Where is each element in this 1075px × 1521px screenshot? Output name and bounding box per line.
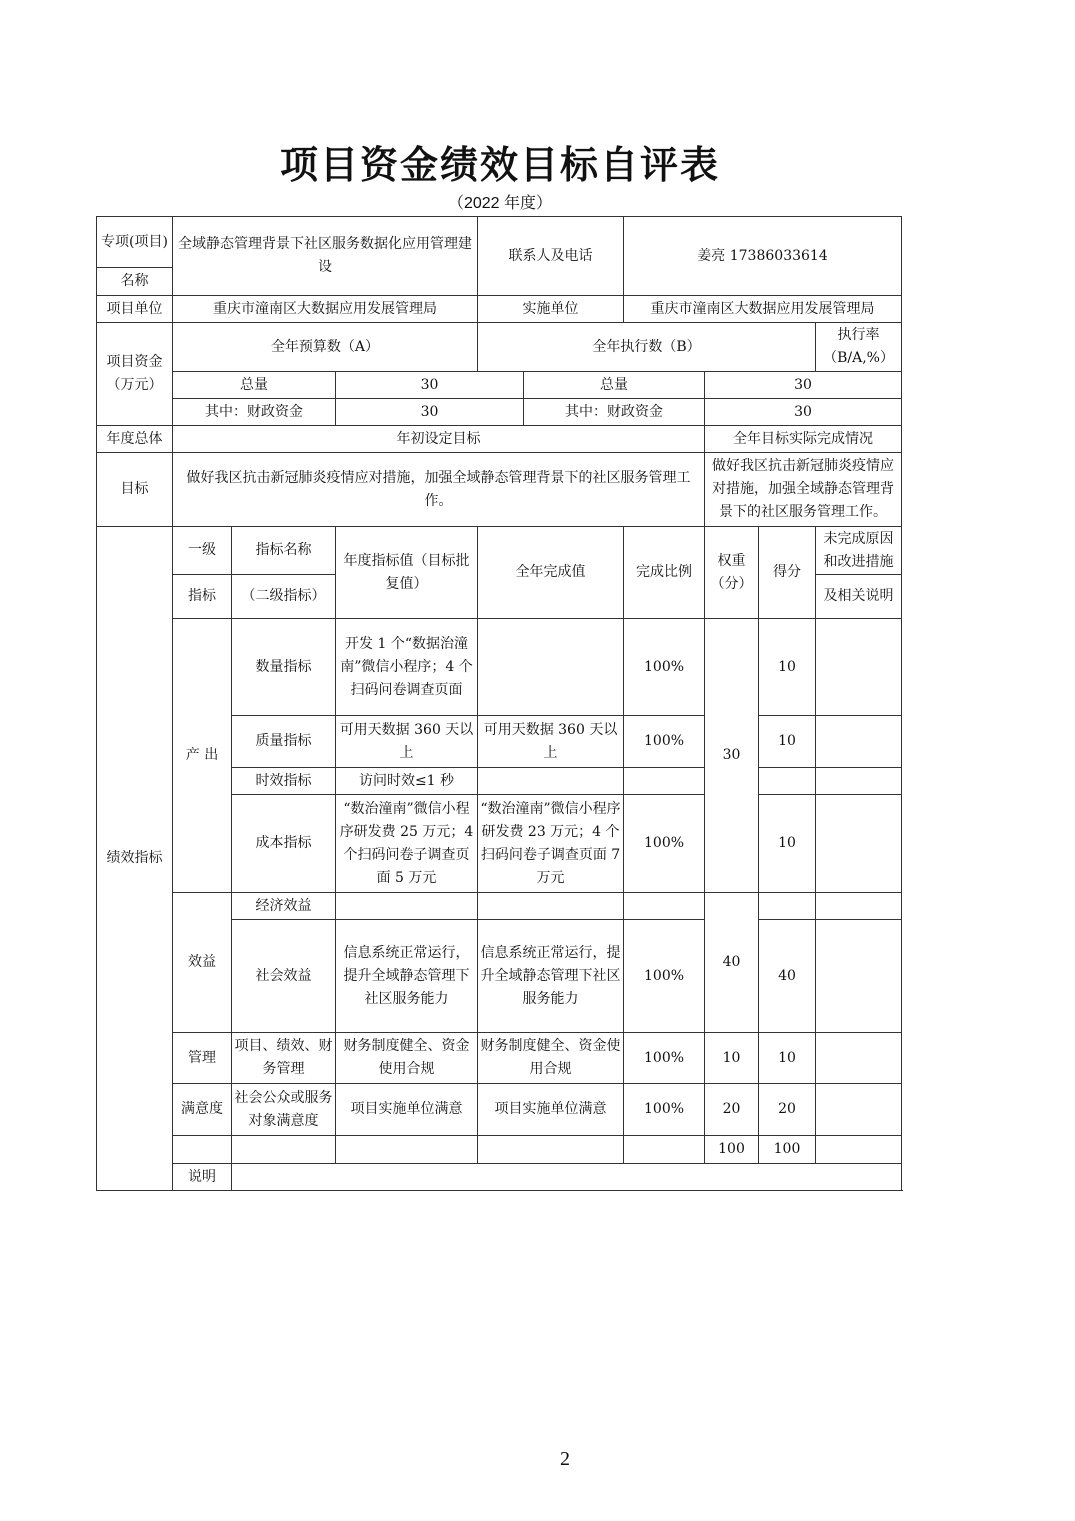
- goal-set-text: 做好我区抗击新冠肺炎疫情应对措施，加强全域静态管理背景下的社区服务管理工作。: [173, 453, 705, 527]
- total-exec: 30: [705, 372, 902, 399]
- cost-score: 10: [759, 795, 816, 893]
- management-level1: 管理: [173, 1033, 232, 1084]
- goal-actual-header: 全年目标实际完成情况: [705, 426, 902, 453]
- cost-reason: [816, 795, 902, 893]
- management-ratio: 100%: [624, 1033, 705, 1084]
- project-name-label-cont: 名称: [97, 268, 173, 296]
- management-score: 10: [759, 1033, 816, 1084]
- economic-name: 经济效益: [232, 893, 336, 920]
- quantity-ratio: 100%: [624, 619, 705, 716]
- unit-value: 重庆市潼南区大数据应用发展管理局: [173, 296, 478, 323]
- total-target: [336, 1136, 478, 1164]
- header-reason: 未完成原因和改进措施: [816, 527, 902, 575]
- header-level1: 一级: [173, 527, 232, 575]
- total-name: [232, 1136, 336, 1164]
- project-name: 全域静态管理背景下社区服务数据化应用管理建设: [173, 217, 478, 296]
- note-label: 说明: [173, 1164, 232, 1191]
- total-ratio: [624, 1136, 705, 1164]
- fiscal-exec: 30: [705, 399, 902, 426]
- rate-header: 执行率（B/A,%）: [816, 323, 902, 372]
- quality-actual: 可用天数据 360 天以上: [478, 716, 624, 768]
- cost-name: 成本指标: [232, 795, 336, 893]
- management-name: 项目、绩效、财务管理: [232, 1033, 336, 1084]
- evaluation-table: [96, 216, 902, 1191]
- timeliness-actual: [478, 768, 624, 795]
- timeliness-score: [759, 768, 816, 795]
- satisfaction-level1: 满意度: [173, 1084, 232, 1136]
- fiscal-exec-label: 其中：财政资金: [524, 399, 705, 426]
- social-actual: 信息系统正常运行，提升全域静态管理下社区服务能力: [478, 920, 624, 1033]
- economic-reason: [816, 893, 902, 920]
- satisfaction-target: 项目实施单位满意: [336, 1084, 478, 1136]
- social-reason: [816, 920, 902, 1033]
- timeliness-name: 时效指标: [232, 768, 336, 795]
- goal-set-header: 年初设定目标: [173, 426, 705, 453]
- timeliness-ratio: [624, 768, 705, 795]
- benefit-weight: 40: [705, 893, 759, 1033]
- timeliness-target: 访问时效≤1 秒: [336, 768, 478, 795]
- header-ratio: 完成比例: [624, 527, 705, 619]
- quality-score: 10: [759, 716, 816, 768]
- goal-actual-text: 做好我区抗击新冠肺炎疫情应对措施，加强全域静态管理背景下的社区服务管理工作。: [705, 453, 902, 527]
- header-reason-cont: 及相关说明: [816, 575, 902, 619]
- total-weight: 100: [705, 1136, 759, 1164]
- cost-ratio: 100%: [624, 795, 705, 893]
- satisfaction-reason: [816, 1084, 902, 1136]
- header-weight: 权重（分）: [705, 527, 759, 619]
- total-actual: [478, 1136, 624, 1164]
- header-actual: 全年完成值: [478, 527, 624, 619]
- exec-header: 全年执行数（B）: [478, 323, 816, 372]
- social-ratio: 100%: [624, 920, 705, 1033]
- cost-actual: “数治潼南”微信小程序研发费 23 万元；4 个扫码问卷子调查页面 7 万元: [478, 795, 624, 893]
- quantity-target: 开发 1 个“数据治潼南”微信小程序；4 个扫码问卷调查页面: [336, 619, 478, 716]
- total-label: 总量: [173, 372, 336, 399]
- note-value: [232, 1164, 902, 1191]
- contact-value: 姜亮 17386033614: [624, 217, 902, 296]
- quality-ratio: 100%: [624, 716, 705, 768]
- unit-label: 项目单位: [97, 296, 173, 323]
- impl-label: 实施单位: [478, 296, 624, 323]
- management-target: 财务制度健全、资金使用合规: [336, 1033, 478, 1084]
- social-target: 信息系统正常运行，提升全域静态管理下社区服务能力: [336, 920, 478, 1033]
- header-level1-cont: 指标: [173, 575, 232, 619]
- economic-ratio: [624, 893, 705, 920]
- header-target: 年度指标值（目标批复值）: [336, 527, 478, 619]
- quantity-actual: [478, 619, 624, 716]
- quality-name: 质量指标: [232, 716, 336, 768]
- header-name-cont: （二级指标）: [232, 575, 336, 619]
- economic-target: [336, 893, 478, 920]
- goal-label: 年度总体: [97, 426, 173, 453]
- indicators-section-label: 绩效指标: [97, 527, 173, 1191]
- management-reason: [816, 1033, 902, 1084]
- fiscal-budget: 30: [336, 399, 524, 426]
- quantity-reason: [816, 619, 902, 716]
- header-score: 得分: [759, 527, 816, 619]
- document-title: 项目资金绩效目标自评表: [279, 143, 720, 187]
- contact-label: 联系人及电话: [478, 217, 624, 296]
- economic-actual: [478, 893, 624, 920]
- management-actual: 财务制度健全、资金使用合规: [478, 1033, 624, 1084]
- total-score: 100: [759, 1136, 816, 1164]
- total-budget: 30: [336, 372, 524, 399]
- project-name-label: 专项(项目): [97, 217, 173, 268]
- social-score: 40: [759, 920, 816, 1033]
- satisfaction-score: 20: [759, 1084, 816, 1136]
- document-year: （2022 年度）: [447, 195, 553, 212]
- output-weight: 30: [705, 619, 759, 893]
- quantity-score: 10: [759, 619, 816, 716]
- satisfaction-ratio: 100%: [624, 1084, 705, 1136]
- fiscal-label: 其中：财政资金: [173, 399, 336, 426]
- output-label: 产 出: [173, 619, 232, 893]
- funds-label: 项目资金（万元）: [97, 323, 173, 426]
- total-reason: [816, 1136, 902, 1164]
- social-name: 社会效益: [232, 920, 336, 1033]
- management-weight: 10: [705, 1033, 759, 1084]
- page-number: 2: [560, 1448, 570, 1470]
- header-name: 指标名称: [232, 527, 336, 575]
- satisfaction-actual: 项目实施单位满意: [478, 1084, 624, 1136]
- quality-target: 可用天数据 360 天以上: [336, 716, 478, 768]
- impl-value: 重庆市潼南区大数据应用发展管理局: [624, 296, 902, 323]
- quantity-name: 数量指标: [232, 619, 336, 716]
- total-exec-label: 总量: [524, 372, 705, 399]
- cost-target: “数治潼南”微信小程序研发费 25 万元；4 个扫码问卷子调查页面 5 万元: [336, 795, 478, 893]
- satisfaction-name: 社会公众或服务对象满意度: [232, 1084, 336, 1136]
- goal-label-cont: 目标: [97, 453, 173, 527]
- quality-reason: [816, 716, 902, 768]
- benefit-label: 效益: [173, 893, 232, 1033]
- timeliness-reason: [816, 768, 902, 795]
- budget-header: 全年预算数（A）: [173, 323, 478, 372]
- total-level1: [173, 1136, 232, 1164]
- economic-score: [759, 893, 816, 920]
- satisfaction-weight: 20: [705, 1084, 759, 1136]
